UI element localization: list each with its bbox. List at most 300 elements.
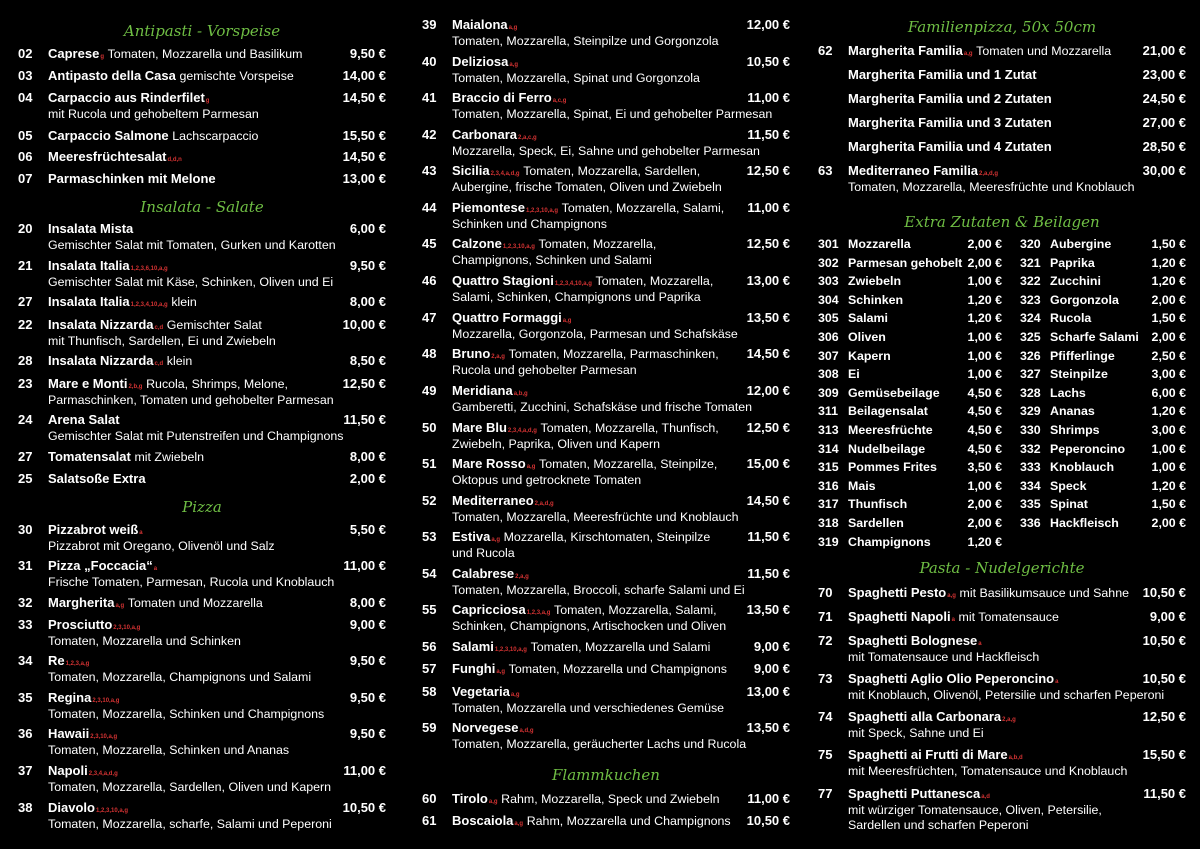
item-price: 8,00 € [349,595,386,610]
item-number: 41 [422,90,437,105]
item-price: 11,50 € [343,412,386,427]
item-name: Parmaschinken mit Melone [48,171,216,186]
extra-name: Zucchini [1050,274,1101,289]
extra-name: Salami [848,311,888,326]
extra-price: 1,50 € [1151,497,1186,512]
extra-item [818,328,1002,346]
allergen-codes: a,g [947,593,956,599]
extra-item [818,235,1002,253]
extra-price: 1,00 € [967,478,1002,493]
allergen-codes: 2,a,c,g [518,135,537,141]
allergen-codes: 1,2,3,a,g [65,661,90,667]
menu-item [18,799,386,832]
menu-item [818,42,1186,60]
extra-price: 1,50 € [1151,237,1186,251]
menu-item [422,683,790,716]
item-name: Caprese [48,46,100,61]
extra-number: 304 [818,292,839,307]
item-description: Tomaten, Mozzarella, Schinken und Ananas [48,743,290,757]
allergen-codes: a [139,530,143,536]
item-price: 13,00 € [342,171,386,186]
item-description: Tomaten, Mozzarella, Sardellen, [523,164,701,178]
menu-item [18,616,386,649]
allergen-codes: 2,a,g [515,574,529,580]
item-price: 14,50 € [746,493,790,508]
extra-number: 326 [1020,348,1041,363]
allergen-codes: a,g [115,603,125,609]
allergen-codes: 2,3,4,a,d,g [507,428,537,434]
menu-item [422,601,790,634]
extra-name: Sardellen [848,516,904,530]
item-price: 14,50 € [746,346,790,361]
extra-price: 1,50 € [1151,311,1186,326]
extra-number: 302 [818,255,839,270]
allergen-codes: 2,a,d,g [979,171,999,177]
item-number: 27 [18,294,33,309]
allergen-codes: g [205,98,210,104]
section-title-antipasti: Antipasti - Vorspeise [123,22,281,40]
item-number: 39 [422,17,437,32]
extra-item [818,254,1002,272]
extra-price: 2,00 € [967,516,1002,530]
item-price: 11,50 € [747,566,790,581]
extra-name: Steinpilze [1050,367,1108,382]
item-name: Antipasto della Casa [48,68,176,83]
section-title-extras: Extra Zutaten & Beilagen [904,213,1100,231]
item-description: Tomaten, Mozzarella und Salami [530,640,711,654]
item-number: 27 [18,449,33,464]
menu-item [18,725,386,758]
item-name: Quattro Stagioni [452,273,554,288]
item-name: Margherita Familia und 4 Zutaten [848,139,1052,154]
item-name: Tomatensalat [48,449,131,464]
item-description: Tomaten, Mozzarella, geräucherter Lachs und Rucola [452,737,747,751]
item-name: Margherita Familia und 1 Zutat [848,67,1037,82]
extra-name: Speck [1050,478,1087,493]
menu-item [818,708,1186,741]
extra-item [818,384,1002,402]
item-description: mit Tomatensauce [958,610,1059,624]
item-price: 8,00 € [349,294,386,309]
extra-name: Parmesan gehobelt [848,255,963,270]
section-title-familienpizza: Familienpizza, 50x 50cm [907,18,1097,36]
item-price: 10,50 € [746,54,790,69]
menu-item [18,762,386,795]
extra-number: 336 [1020,516,1041,530]
allergen-codes: a [951,617,955,623]
item-description: Mozzarella, Gorgonzola, Parmesan und Schafskäse [452,327,738,341]
allergen-codes: a,g [508,25,518,31]
extra-name: Shrimps [1050,423,1100,437]
item-description: Tomaten, Mozzarella, Spinat und Gorgonzola [452,71,700,85]
extra-name: Thunfisch [848,497,908,512]
item-name: Norvegese [452,720,519,735]
menu-item [818,90,1186,108]
extra-item [1020,402,1186,420]
item-name: Deliziosa [452,54,509,69]
allergen-codes: 1,2,3,10,a,g [525,208,559,214]
item-number: 56 [422,639,437,654]
allergen-codes: a,g [963,51,973,57]
item-number: 34 [18,653,33,668]
item-description: Mozzarella, Kirschtomaten, Steinpilze [503,530,711,544]
extra-name: Kapern [848,348,891,363]
menu-item [18,689,386,722]
extra-price: 1,20 € [1151,404,1186,419]
allergen-codes: 2,3,4,a,d,g [490,171,520,177]
item-description: Champignons, Schinken und Salami [452,253,652,267]
item-number: 48 [422,346,437,361]
extra-item [818,421,1002,439]
menu-item [422,660,790,678]
extra-name: Hackfleisch [1050,516,1119,530]
item-description: mit Speck, Sahne und Ei [848,726,984,740]
allergen-codes: 2,3,10,a,g [90,734,118,740]
item-number: 55 [422,602,437,617]
item-description: mit Knoblauch, Olivenöl, Petersilie und scharfen Peperoni [848,688,1165,702]
allergen-codes: a,g [491,537,500,543]
item-price: 12,50 € [746,236,790,251]
item-price: 14,50 € [342,149,386,164]
extra-price: 1,00 € [967,348,1002,363]
allergen-codes: 1,2,3,10,a,g [95,808,128,814]
extra-number: 319 [818,534,839,549]
item-description: Tomaten, Mozzarella, Salami, [554,603,717,617]
allergen-codes: a,b,g [513,391,528,397]
item-name: Margherita Familia und 3 Zutaten [848,115,1052,130]
extra-item [818,365,1002,383]
section-title-flammkuchen: Flammkuchen [552,766,660,784]
menu-item [18,411,386,444]
menu-item [18,448,386,466]
item-price: 15,00 € [746,456,790,471]
item-price: 11,00 € [343,763,386,778]
item-price: 10,50 € [1142,671,1186,686]
allergen-codes: c,d [154,361,164,367]
menu-item [18,652,386,685]
extra-number: 334 [1020,478,1041,493]
item-name: Boscaiola [452,813,514,828]
item-number: 44 [422,200,437,215]
item-description: Tomaten, Mozzarella, Spinat, Ei und gehobelter Parmesan [452,107,773,121]
menu-item [18,470,386,488]
item-number: 52 [422,493,437,508]
item-price: 13,50 € [746,310,790,325]
item-number: 49 [422,383,437,398]
item-description: Tomaten, Mozzarella, Meeresfrüchte und Knoblauch [848,180,1135,194]
item-name: Quattro Formaggi [452,310,562,325]
item-name: Insalata Nizzarda [48,353,154,368]
menu-item [18,89,386,122]
item-name: Funghi [452,661,496,676]
extra-item [818,309,1002,327]
extra-number: 315 [818,460,839,475]
item-description: Tomaten, Mozzarella, Broccoli, scharfe Salami und Ei [452,583,745,597]
extra-item [1020,514,1186,532]
extra-price: 6,00 € [1151,385,1186,400]
item-price: 11,50 € [747,529,790,544]
extra-item [1020,421,1186,439]
item-price: 10,00 € [342,317,386,332]
allergen-codes: 1,2,3,4,10,a,g [554,281,592,287]
item-price: 8,50 € [349,353,386,368]
menu-item [422,638,790,656]
extra-price: 1,00 € [967,330,1002,344]
extra-price: 1,20 € [967,534,1002,549]
allergen-codes: a,g [496,669,505,675]
extra-number: 320 [1020,237,1041,251]
item-price: 10,50 € [1142,633,1186,648]
item-price: 23,00 € [1142,67,1186,82]
item-number: 05 [18,128,33,143]
menu-item [422,272,790,305]
allergen-codes: 1,2,3,10,a,g [494,647,527,653]
item-number: 28 [18,353,33,368]
section-title-pasta: Pasta - Nudelgerichte [919,559,1085,577]
menu-item [18,67,386,85]
extra-price: 1,00 € [967,274,1002,289]
item-description: Tomaten, Mozzarella und Champignons [508,662,727,676]
extra-number: 316 [818,478,839,493]
extra-price: 1,20 € [967,311,1002,326]
item-number: 61 [422,813,437,828]
item-name: Braccio di Ferro [452,90,552,105]
item-description: Tomaten, Mozzarella, Salami, [561,201,725,215]
item-description: und Rucola [452,546,515,560]
extra-item [1020,440,1186,458]
item-name: Insalata Mista [48,221,134,236]
item-price: 11,50 € [747,127,790,142]
menu-item [18,316,386,349]
item-name: Mare Blu [452,420,507,435]
extra-number: 330 [1020,423,1041,437]
item-price: 21,00 € [1142,43,1186,58]
item-number: 35 [18,690,33,705]
menu-item [422,235,790,268]
item-description: Rahm, Mozzarella und Champignons [526,814,731,828]
menu-item [422,162,790,195]
menu-item [422,565,790,598]
allergen-codes: a,g [526,464,536,470]
item-name: Carpaccio aus Rinderfilet [48,90,205,105]
item-number: 30 [18,522,33,537]
item-name: Hawaii [48,726,90,741]
extra-price: 3,50 € [967,460,1002,475]
item-name: Maialona [452,17,508,32]
allergen-codes: 1,2,3,a,g [526,610,551,616]
item-name: Tirolo [452,791,488,806]
allergen-codes: a [1055,679,1059,685]
item-number: 72 [818,633,833,648]
item-price: 6,00 € [349,221,386,236]
item-price: 12,50 € [342,376,386,391]
item-name: Insalata Italia [48,258,130,273]
extra-price: 3,00 € [1151,423,1186,437]
extra-number: 321 [1020,255,1041,270]
extra-number: 308 [818,367,839,382]
extra-number: 322 [1020,274,1041,289]
item-number: 51 [422,456,437,471]
extra-number: 328 [1020,385,1041,400]
item-description: Lachscarpaccio [172,129,259,143]
extra-number: 327 [1020,367,1041,382]
item-price: 2,00 € [349,471,386,486]
extra-price: 2,00 € [967,255,1002,270]
extra-name: Ei [848,367,860,382]
extra-number: 333 [1020,460,1041,475]
item-name: Spaghetti alla Carbonara [848,709,1002,724]
item-description: Oktopus und getrocknete Tomaten [452,473,642,487]
extra-item [818,514,1002,532]
item-description: mit Tomatensauce und Hackfleisch [848,650,1040,664]
extra-name: Spinat [1050,497,1088,512]
extra-number: 335 [1020,497,1041,512]
menu-item [422,199,790,232]
menu-item [422,719,790,752]
item-description: Schinken und Champignons [452,217,607,231]
menu-item [18,352,386,370]
extra-name: Gorgonzola [1050,292,1119,307]
item-name: Spaghetti Pesto [848,585,947,600]
allergen-codes: 2,b,g [128,384,143,390]
item-name: Spaghetti Aglio Olio Peperoncino [848,671,1055,686]
item-description: Tomaten, Mozzarella und verschiedenes Gemüse [452,701,725,715]
item-description: Aubergine, frische Tomaten, Oliven und Zwiebeln [452,180,722,194]
menu-item [18,375,386,408]
extra-number: 306 [818,330,839,344]
menu-item [818,670,1186,703]
item-description: Tomaten, Mozzarella und Schinken [48,634,241,648]
item-description: Tomaten, Mozzarella, scharfe, Salami und Peperoni [48,817,332,831]
item-number: 07 [18,171,33,186]
extra-number: 323 [1020,292,1041,307]
item-description: Gemischter Salat mit Tomaten, Gurken und Karotten [48,238,336,252]
menu-item [422,126,790,159]
extra-price: 4,50 € [967,423,1002,437]
extra-price: 4,50 € [967,404,1002,419]
item-price: 10,50 € [746,813,790,828]
item-number: 45 [422,236,437,251]
item-name: Spaghetti ai Frutti di Mare [848,747,1008,762]
extra-item [818,458,1002,476]
item-number: 37 [18,763,33,778]
item-description: Zwiebeln, Paprika, Oliven und Kapern [452,437,661,451]
extra-item [818,272,1002,290]
item-name: Calzone [452,236,502,251]
item-name: Napoli [48,763,88,778]
allergen-codes: 2,3,10,a,g [113,625,141,631]
allergen-codes: a [978,641,982,647]
item-name: Arena Salat [48,412,120,427]
item-name: Calabrese [452,566,515,581]
item-number: 57 [422,661,437,676]
item-description: Tomaten und Mozzarella [127,596,263,610]
menu-item [818,632,1186,665]
item-description: mit Rucola und gehobeltem Parmesan [48,107,259,121]
allergen-codes: 2,a,d,g [534,501,554,507]
extra-name: Ananas [1050,404,1095,419]
menu-item [422,790,790,808]
extra-name: Peperoncino [1050,441,1126,456]
extra-item [818,533,1002,551]
item-number: 38 [18,800,33,815]
extra-number: 309 [818,385,839,400]
extra-name: Champignons [848,534,931,549]
extra-price: 2,00 € [1151,292,1186,307]
allergen-codes: a,g [509,62,519,68]
menu-item [18,220,386,253]
item-price: 11,00 € [747,200,790,215]
extra-name: Gemüsebeilage [848,385,940,400]
extra-item [1020,384,1186,402]
item-description: klein [171,295,197,309]
item-description: Tomaten, Mozzarella, Sardellen, Oliven und Kapern [48,780,332,794]
extra-number: 305 [818,311,839,326]
extra-item [818,347,1002,365]
item-number: 20 [18,221,33,236]
item-name: Estiva [452,529,491,544]
item-description: gemischte Vorspeise [179,69,294,83]
item-price: 13,00 € [746,273,790,288]
allergen-codes: a [153,566,158,572]
item-price: 15,50 € [1142,747,1186,762]
menu-item [818,785,1186,833]
item-description: Rahm, Mozzarella, Speck und Zwiebeln [501,792,720,806]
allergen-codes: g [100,54,104,60]
item-price: 27,00 € [1142,115,1186,130]
item-description: Sardellen und scharfen Peperoni [848,818,1029,832]
item-price: 5,50 € [349,522,386,537]
allergen-codes: 1,2,3,4,10,a,g [130,302,168,308]
item-name: Piemontese [452,200,525,215]
item-description: Pizzabrot mit Oregano, Olivenöl und Salz [48,539,275,553]
item-price: 11,00 € [343,558,386,573]
extra-price: 2,00 € [967,497,1002,512]
allergen-codes: a,g [488,799,498,805]
item-price: 28,50 € [1142,139,1186,154]
item-price: 12,50 € [746,163,790,178]
item-price: 11,50 € [1143,786,1186,801]
menu-item [422,455,790,488]
item-price: 9,50 € [349,46,386,61]
extra-item [818,440,1002,458]
item-description: mit Basilikumsauce und Sahne [959,586,1129,600]
item-description: Gemischter Salat [166,318,262,332]
item-description: Gamberetti, Zucchini, Schafskäse und frische Tomaten [452,400,753,414]
item-name: Re [48,653,65,668]
item-price: 14,50 € [342,90,386,105]
item-description: Parmaschinken, Tomaten und gehobelter Parmesan [48,393,334,407]
allergen-codes: d,d,n [167,157,182,163]
extra-item [1020,291,1186,309]
extra-number: 311 [818,404,838,419]
extra-item [1020,347,1186,365]
item-description: Frische Tomaten, Parmesan, Rucola und Knoblauch [48,575,335,589]
item-price: 9,00 € [1149,609,1186,624]
item-number: 77 [818,786,833,801]
item-description: Tomaten, Mozzarella, Thunfisch, [540,421,719,435]
extra-price: 2,00 € [1151,330,1186,344]
item-number: 40 [422,54,437,69]
item-name: Margherita [48,595,115,610]
item-price: 12,50 € [746,420,790,435]
item-price: 11,00 € [747,791,790,806]
item-name: Carpaccio Salmone [48,128,169,143]
extra-name: Aubergine [1050,237,1112,251]
item-name: Vegetaria [452,684,510,699]
item-name: Pizza „Foccacia“ [48,558,153,573]
extra-price: 2,00 € [967,237,1002,251]
